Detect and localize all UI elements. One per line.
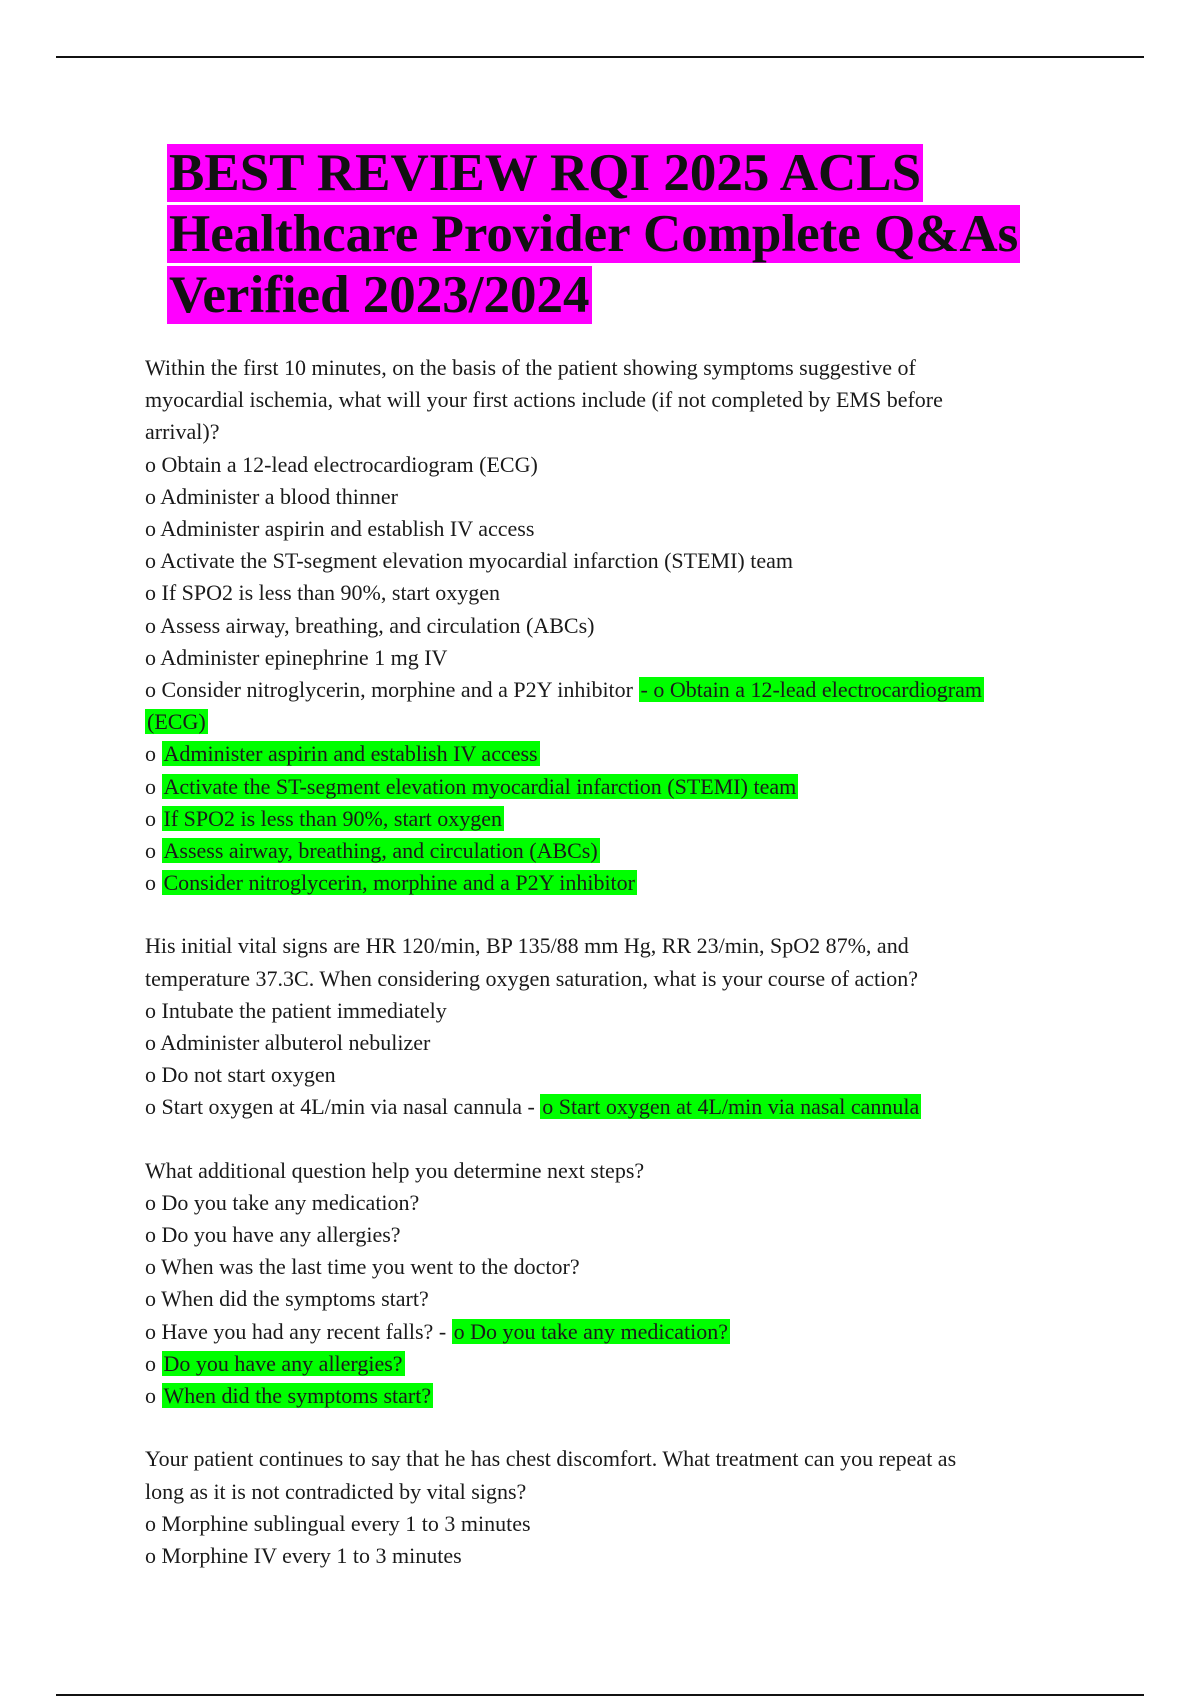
option-item: o If SPO2 is less than 90%, start oxygen xyxy=(145,580,501,606)
question-block-4 xyxy=(145,1443,1065,1572)
spacer xyxy=(145,1412,1065,1443)
answer-highlight: Do you have any allergies? xyxy=(163,1350,403,1376)
spacer xyxy=(145,1124,1065,1155)
option-item: o When was the last time you went to the doctor? xyxy=(145,1254,580,1280)
question-text: temperature 37.3C. When considering oxygen saturation, what is your course of action? xyxy=(145,965,919,991)
answer-line xyxy=(145,706,1065,738)
option-item: o Administer a blood thinner xyxy=(145,483,398,509)
question-block-1 xyxy=(145,352,1065,899)
option-item: o Administer albuterol nebulizer xyxy=(145,1030,431,1056)
option-text: o Have you had any recent falls? - xyxy=(145,1318,452,1344)
option-item-with-answer xyxy=(145,1316,1065,1348)
footer-rule xyxy=(56,1694,1144,1696)
document-title xyxy=(167,143,1067,326)
question-text: What additional question help you determine next steps? xyxy=(145,1157,645,1183)
question-block-3 xyxy=(145,1155,1065,1413)
title-line-1: BEST REVIEW RQI 2025 ACLS xyxy=(169,144,922,202)
question-text: arrival)? xyxy=(145,419,220,445)
answer-highlight: When did the symptoms start? xyxy=(163,1383,432,1409)
question-text: myocardial ischemia, what will your first actions include (if not completed by EMS before xyxy=(145,387,943,413)
option-text: o Start oxygen at 4L/min via nasal cannula - xyxy=(145,1094,541,1120)
answer-highlight: Assess airway, breathing, and circulation (ABCs) xyxy=(163,838,598,864)
option-item: o Do not start oxygen xyxy=(145,1062,336,1088)
answer-highlight: (ECG) xyxy=(147,709,206,735)
option-item: o Do you take any medication? xyxy=(145,1189,420,1215)
answer-highlight: o Do you take any medication? xyxy=(453,1318,728,1344)
option-item: o Administer aspirin and establish IV access xyxy=(145,516,535,542)
answer-bullet: o xyxy=(145,805,156,831)
answer-bullet: o xyxy=(145,741,156,767)
answer-bullet: o xyxy=(145,838,156,864)
option-item: o Morphine sublingual every 1 to 3 minutes xyxy=(145,1510,531,1536)
answer-line xyxy=(145,771,1065,803)
option-item: o Assess airway, breathing, and circulation (ABCs) xyxy=(145,612,595,638)
answer-highlight: Consider nitroglycerin, morphine and a P2Y inhibitor xyxy=(163,870,635,896)
option-item: o Activate the ST-segment elevation myocardial infarction (STEMI) team xyxy=(145,548,793,574)
answer-line xyxy=(145,867,1065,899)
answer-highlight: o Start oxygen at 4L/min via nasal cannula xyxy=(542,1094,920,1120)
option-item: o Obtain a 12-lead electrocardiogram (ECG) xyxy=(145,451,538,477)
answer-line xyxy=(145,1348,1065,1380)
option-text: o Consider nitroglycerin, morphine and a P2Y inhibitor xyxy=(145,677,639,703)
option-item: o Do you have any allergies? xyxy=(145,1222,401,1248)
title-line-2: Healthcare Provider Complete Q&As xyxy=(169,205,1019,263)
answer-bullet: o xyxy=(145,870,156,896)
option-item: o Administer epinephrine 1 mg IV xyxy=(145,644,448,670)
document-body xyxy=(145,352,1065,1572)
answer-line xyxy=(145,738,1065,770)
answer-bullet: o xyxy=(145,1383,156,1409)
option-item-with-answer xyxy=(145,674,1065,706)
answer-highlight: Administer aspirin and establish IV access xyxy=(163,741,538,767)
question-text: long as it is not contradicted by vital signs? xyxy=(145,1478,527,1504)
question-text: His initial vital signs are HR 120/min, BP 135/88 mm Hg, RR 23/min, SpO2 87%, and xyxy=(145,933,909,959)
title-line-3: Verified 2023/2024 xyxy=(169,266,590,324)
header-rule xyxy=(56,56,1144,58)
option-item: o When did the symptoms start? xyxy=(145,1286,429,1312)
answer-line xyxy=(145,1380,1065,1412)
question-text: Within the first 10 minutes, on the basis of the patient showing symptoms suggestive of xyxy=(145,355,916,380)
answer-bullet: o xyxy=(145,1350,156,1376)
answer-line xyxy=(145,803,1065,835)
answer-highlight: Activate the ST-segment elevation myocardial infarction (STEMI) team xyxy=(163,773,797,799)
option-item: o Intubate the patient immediately xyxy=(145,997,447,1023)
spacer xyxy=(145,899,1065,930)
option-item: o Morphine IV every 1 to 3 minutes xyxy=(145,1542,462,1568)
answer-bullet: o xyxy=(145,773,156,799)
answer-highlight: - o Obtain a 12-lead electrocardiogram xyxy=(640,677,982,703)
answer-line xyxy=(145,835,1065,867)
option-item-with-answer xyxy=(145,1091,1065,1123)
question-text: Your patient continues to say that he has chest discomfort. What treatment can you repeat as xyxy=(145,1446,957,1472)
answer-highlight: If SPO2 is less than 90%, start oxygen xyxy=(163,805,503,831)
question-block-2 xyxy=(145,930,1065,1123)
